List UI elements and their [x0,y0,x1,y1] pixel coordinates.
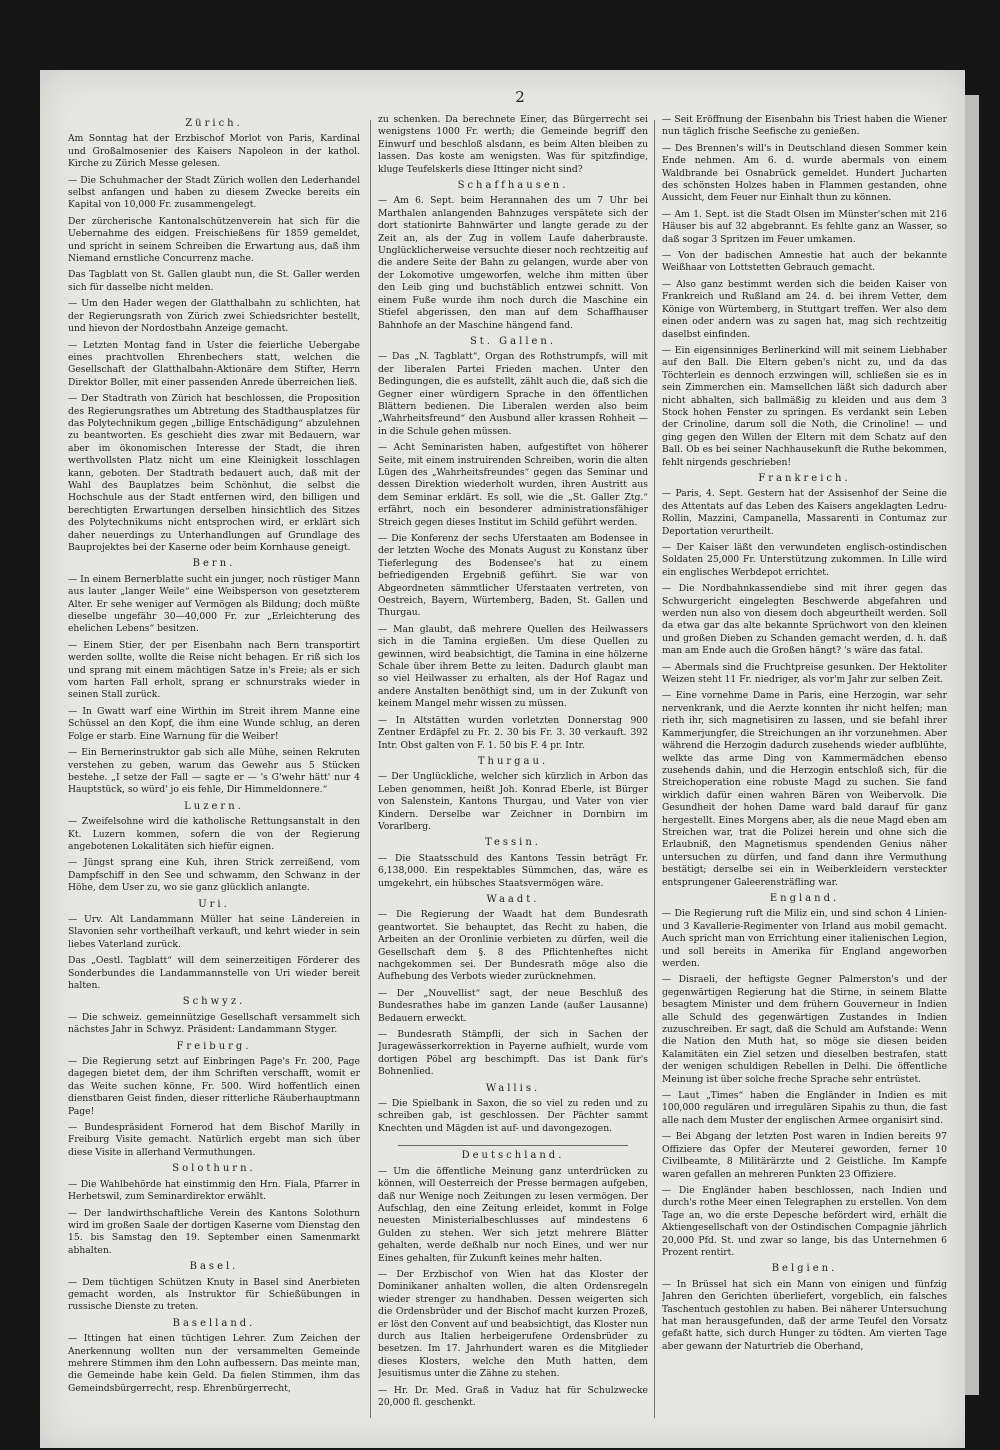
section-heading: Waadt. [486,893,540,905]
article-paragraph: — Der Kaiser läßt den verwundeten englisch-ostindischen Soldaten 25,000 Fr. Unterstützung zukommen. In Lille wird ein englisches Werbdepot errichtet. [662,542,947,578]
article-paragraph: — Die schweiz. gemeinnützige Gesellschaft versammelt sich nächstes Jahr in Schwyz. Präsident: Landammann Styger. [68,1011,360,1036]
article-paragraph: — Der Unglückliche, welcher sich kürzlich in Arbon das Leben genommen, heißt Joh. Konrad Eberle, ist Bürger von Salenstein, Kantons Thurgau, und Vater von vier Kindern. Derselbe war Zeichner in Dornbirn im Vorarlberg. [378,771,648,832]
newspaper-page [40,70,965,1448]
section-heading: Baselland. [172,1317,256,1329]
article-paragraph: Am Sonntag hat der Erzbischof Morlot von Paris, Kardinal und Großalmosenier des Kaisers Napoleon in der kathol. Kirche zu Zürich Messe gelesen. [68,133,360,170]
article-paragraph: Das Tagblatt von St. Gallen glaubt nun, die St. Galler werden sich für dasselbe nicht melden. [68,269,360,293]
article-paragraph: — Ittingen hat einen tüchtigen Lehrer. Zum Zeichen der Anerkennung wollten nun der versammelten Gemeinde mehrere Stimmen ihm den Lohn aufbessern. Das meinte man, die Gemeinde habe kein Geld. Da fielen Stimmen, ihm das Gemeindsbürgerrecht, resp. Ehrenbürgerrecht, [68,1333,360,1394]
article-paragraph: zu schenken. Da berechnete Einer, das Bürgerrecht sei wenigstens 1000 Fr. werth; die Gemeinde begriff den Einwurf und beschloß alsdann, es beim Alten bleiben zu lassen. Das koste am wenigsten. Was für spitzfindige, kluge Teufelskerls diese Ittinger nicht sind? [378,114,648,175]
section-heading: Wallis. [485,1082,541,1094]
article-paragraph: — Also ganz bestimmt werden sich die beiden Kaiser von Frankreich und Rußland am 24. d. bei ihrem Vetter, dem Könige von Würtemberg, in Stuttgart treffen. Wer also dem einen oder andern was zu sagen hat, mag sich rechtzeitig daselbst einfinden. [662,278,947,340]
column-rule [654,120,655,1418]
article-paragraph: — Ein Bernerinstruktor gab sich alle Mühe, seinen Rekruten verstehen zu geben, warum das Gewehr aus 5 Stücken bestehe. „I setze der Fall — sagte er — 's G'wehr hätt' nur 4 Hauptstück, so würd' jo eis fehle, Dir Himmeldonnere.“ [68,747,360,796]
article-paragraph: — Die Regierung ruft die Miliz ein, und sind schon 4 Linien- und 3 Kavallerie-Regimenter von Irland aus mobil gemacht. Auch spricht man von Errichtung einer italienischen Legion, und soll bereits in Amerika für England angeworben werden. [662,908,947,969]
article-paragraph: — Jüngst sprang eine Kuh, ihren Strick zerreißend, vom Dampfschiff in den See und schwamm, den Schwanz in der Höhe, dem User zu, wo sie ganz glücklich anlangte. [68,857,360,894]
article-paragraph: — Die Regierung der Waadt hat dem Bundesrath geantwortet. Sie behauptet, das Recht zu haben, die Arbeiten an der Oronlinie verbieten zu dürfen, weil die Gesellschaft dem §. 8 des Pflichtenheftes nicht nachgekommen sei. Der Bundesrath möge also die Aufhebung des Verbots wieder zurücknehmen. [378,909,648,983]
article-paragraph: — In Gwatt warf eine Wirthin im Streit ihrem Manne eine Schüssel an den Kopf, die ihm eine Wunde schlug, an deren Folge er starb. Eine Warnung für die Weiber! [68,705,360,742]
article-paragraph: — Letzten Montag fand in Uster die feierliche Uebergabe eines prachtvollen Ehrenbechers statt, welchen die Gesellschaft der Glatthalbahn-Aktionäre dem Stifter, Herrn Direktor Boller, mit einer passenden Anrede überreichen ließ. [68,339,360,388]
article-paragraph: — Die Nordbahnkassendiebe sind mit ihrer gegen das Schwurgericht eingelegten Beschwerde abgefahren und werden nun also von diesem doch abgeurtheilt werden. Soll da etwa gar das alte bekannte Sprüchwort von den kleinen und großen Dieben zu Schanden gemacht werden, d. h. daß man am Ende auch die Großen hängt? 's wäre das fatal. [662,583,947,657]
section-heading: Schwyz. [182,996,246,1008]
article-paragraph: — Bundesrath Stämpfli, der sich in Sachen der Juragewässerkorrektion in Payerne aufhielt, wurde vom dortigen Pöbel arg beschimpft. Das ist Dank für's Bohnenlied. [378,1029,648,1078]
article-paragraph: — Eine vornehme Dame in Paris, eine Herzogin, war sehr nervenkrank, und die Aerzte konnten ihr nicht helfen; man rieth ihr, sich magnetisiren zu lassen, und sie befahl ihrer Kammerjungfer, die Streichungen an ihr vorzunehmen. Aber während die Herzogin dadurch zusehends wieder aufblühte, welkte das arme Ding von Kammermädchen ebenso zusehends dahin, und die Herzogin entschloß sich, für die Streichoperation eine robuste Magd zu suchen. Sie fand wirklich dafür einen wahren Bären von Weibervolk. Die Gesundheit der hohen Dame ward bald darauf für ganz hergestellt. Eines Morgens aber, als die neue Magd eben am Streichen war, trat die Polizei herein und ohne sich die Erlaubniß, den Magnetismus spendenden Genius näher untersuchen zu dürfen, und fand dann ihre Vermuthung bestätigt; derselbe sei ein in Weiberkleidern versteckter entsprungener Galeerensträfling war. [662,690,947,888]
article-paragraph: — Laut „Times“ haben die Engländer in Indien es mit 100,000 regulären und irregulären Sipahis zu thun, die fast alle nach dem Muster der englischen Armee organisirt sind. [662,1090,947,1126]
article-paragraph: — Urv. Alt Landammann Müller hat seine Ländereien in Slavonien sehr vortheilhaft verkauft, und kehrt wieder in sein liebes Vaterland zurück. [68,913,360,950]
article-paragraph: — Der landwirthschaftliche Verein des Kantons Solothurn wird im großen Saale der dortigen Kaserne vom Dienstag den 15. bis Samstag den 19. September einen Samenmarkt abhalten. [68,1207,360,1256]
section-heading: Tessin. [485,837,541,849]
section-heading: Thurgau. [477,755,549,767]
section-heading: Belgien. [771,1263,838,1275]
section-divider [398,1145,628,1146]
section-heading: Schaffhausen. [457,180,569,192]
section-heading: Bern. [192,558,236,570]
article-paragraph: — Die Regierung setzt auf Einbringen Page's Fr. 200, Page dagegen bietet dem, der ihm Schriften verschafft, womit er das Weite suchen könne, Fr. 500. Wird hoffentlich einen dienstbaren Geist finden, dieser ritterliche Räuberhauptmann Page! [68,1056,360,1117]
article-paragraph: — Zweifelsohne wird die katholische Rettungsanstalt in den Kt. Luzern kommen, sofern die von der Regierung angebotenen Lokalitäten sich hiefür eignen. [68,816,360,852]
article-paragraph: — Die Schuhmacher der Stadt Zürich wollen den Lederhandel selbst anfangen und haben zu diesem Zwecke bereits ein Kapital von 10,000 Fr. zusammengelegt. [68,174,360,211]
column-1 [68,114,360,1428]
section-heading: Luzern. [184,800,244,812]
article-paragraph: — In Brüssel hat sich ein Mann von einigen und fünfzig Jahren den Gerichten überliefert, vorgeblich, ein falsches Taschentuch gestohlen zu haben. Bei näherer Untersuchung hat man herausgefunden, daß der arme Teufel den Vorsatz gefaßt hatte, sich durch Hunger zu tödten. Am vierten Tage aber gewann der Naturtrieb die Oberhand, [662,1278,947,1352]
article-paragraph: — Die Wahlbehörde hat einstimmig den Hrn. Fiala, Pfarrer in Herbetswil, zum Seminardirektor erwählt. [68,1178,360,1203]
article-paragraph: — Die Spielbank in Saxon, die so viel zu reden und zu schreiben gab, ist geschlossen. Der Pächter sammt Knechten und Mägden ist auf- und davongezogen. [378,1098,648,1134]
article-paragraph: — Am 1. Sept. ist die Stadt Olsen im Münster'schen mit 216 Häuser bis auf 32 abgebrannt. Es fehlte ganz an Wasser, so daß sogar 3 Spritzen im Feuer umkamen. [662,208,947,245]
article-paragraph: — Des Brennen's will's in Deutschland diesen Sommer kein Ende nehmen. Am 6. d. wurde abermals von einem Waldbrande bei Osnabrück gemeldet. Hundert Jucharten des schönsten Holzes haben in Flammen gestanden, ohne Aussicht, dem Feuer nur Einhalt thun zu können. [662,142,947,204]
article-paragraph: — Um die öffentliche Meinung ganz unterdrücken zu können, will Oesterreich der Presse bermagen aufgeben, daß nur Wenige noch Zeitungen zu lesen vermögen. Der Aufschlag, den eine Zeitung erleidet, kommt in Folge neuesten Ministerialbeschlusses auf mindestens 6 Gulden zu stehen. Wer sich jetzt mehrere Blätter gehalten, werde deßhalb nur noch Eines, und wer nur Eines gehalten, für Zukunft keines mehr halten. [378,1165,648,1264]
article-paragraph: — Das „N. Tagblatt“, Organ des Rothstrumpfs, will mit der liberalen Partei Frieden machen. Unter den Bedingungen, die es aufstellt, zählt auch die, daß sich die Gegner einer würdigern Sprache in den öffentlichen Blättern bedienen. Die Liberalen werden also beim „Wahrheitsfreund“ den Ausbund aller krassen Rohheit — in die Schule gehen müssen. [378,351,648,437]
article-paragraph: — Der „Nouvellist“ sagt, der neue Beschluß des Bundesrathes habe im ganzen Lande (außer Lausanne) Bedauern erweckt. [378,987,648,1024]
article-paragraph: — In einem Bernerblatte sucht ein junger, noch rüstiger Mann aus lauter „langer Weile“ eine Weibsperson von gesetzterem Alter. Er sehe weniger auf Vermögen als Bildung; doch müßte dieselbe ungefähr 30—40,000 Fr. zur „Erleichterung des ehelichen Lebens“ besitzen. [68,573,360,635]
section-heading: Deutschland. [461,1150,565,1162]
article-paragraph: — Acht Seminaristen haben, aufgestiftet von höherer Seite, mit einem instruirenden Schreiben, worin die alten Lügen des „Wahrheitsfreundes“ gegen das Seminar und dessen Direktion wiederholt wurden, ihren Austritt aus dem Seminar erklärt. Es soll, wie die „St. Galler Ztg.“ erfährt, noch ein besonderer administrationsfähiger Streich gegen dieses Institut im Schild geführt werden. [378,442,648,528]
article-paragraph: — Disraeli, der heftigste Gegner Palmerston's und der gegenwärtigen Regierung hat die Stirne, in seinem Blatte besagtem Minister und dem frühern Gouverneur in Indien alle Schuld des gegenwärtigen Zustandes in Indien zuzuschreiben. Er sagt, daß die Schuld am Aufstande: Wenn die Nation den Muth hat, so möge sie diesen beiden Kalamitäten ein Ziel setzen und dieselben bestrafen, statt der wenigen schuldigen Rebellen in Delhi. Die öffentliche Meinung ist über solche freche Sprache sehr entrüstet. [662,974,947,1085]
article-paragraph: — Um den Hader wegen der Glatthalbahn zu schlichten, hat der Regierungsrath von Zürich zwei Schiedsrichter bestellt, und hievon der Nordostbahn Anzeige gemacht. [68,298,360,335]
column-rule [370,120,371,1418]
article-paragraph: — Abermals sind die Fruchtpreise gesunken. Der Hektoliter Weizen steht 11 Fr. niedriger, als vor'm Jahr zur selben Zeit. [662,661,947,686]
article-paragraph: — Ein eigensinniges Berlinerkind will mit seinem Liebhaber auf den Ball. Die Eltern geben's nicht zu, und da das Töchterlein es dennoch erzwingen will, schließen sie es in sein Zimmerchen ein. Mamsellchen läßt sich dadurch aber nicht abhalten, sich ballmäßig zu kleiden und aus dem 3 Stock hohen Fenster zu springen. Es verdankt sein Leben der Crinoline, darum soll die Noth, die Crinoline! — und ging gegen den Willen der Eltern mit dem Schatz auf den Ball. Ob es bei seiner Nachhausekunft die Ruthe bekommen, fehlt nirgends geschrieben! [662,344,947,468]
article-paragraph: — Seit Eröffnung der Eisenbahn bis Triest haben die Wiener nun täglich frische Seefische zu genießen. [662,114,947,138]
section-heading: Solothurn. [172,1163,256,1175]
section-heading: Basel. [189,1261,239,1273]
article-paragraph: — Die Staatsschuld des Kantons Tessin beträgt Fr. 6,138,000. Ein respektables Sümmchen, das, wäre es umgekehrt, ein hübsches Staatsvermögen wäre. [378,852,648,889]
article-paragraph: Das „Oestl. Tagblatt“ will dem seinerzeitigen Förderer des Sonderbundes die Landammannstelle von Uri wieder bereit halten. [68,955,360,991]
page-number: 2 [515,88,525,106]
article-paragraph: — Paris, 4. Sept. Gestern hat der Assisenhof der Seine die des Attentats auf das Leben des Kaisers angeklagten Ledru-Rollin, Mazzini, Campanella, Massarenti in Contumaz zur Deportation verurtheilt. [662,488,947,537]
article-paragraph: — Bei Abgang der letzten Post waren in Indien bereits 97 Offiziere das Opfer der Meuterei geworden, ferner 10 Civilbeamte, 8 Militärärzte und 2 Geistliche. Im Kampfe waren gefallen an mehreren Punkten 23 Offiziere. [662,1131,947,1180]
article-paragraph: — Die Engländer haben beschlossen, nach Indien und durch's rothe Meer einen Telegraphen zu erstellen. Von dem Tage an, wo die erste Depesche befördert wird, erhält die Aktiengesellschaft von der Ostindischen Compagnie jährlich 20,000 Pfd. St. und zwar so lange, bis das Unternehmen 6 Prozent rentirt. [662,1184,947,1258]
article-paragraph: — Die Konferenz der sechs Uferstaaten am Bodensee in der letzten Woche des Monats August zu Konstanz über Tieferlegung des Bodensee's hat zu einem befriedigenden Ergebniß geführt. Sie war von Abgeordneten sämmtlicher Uferstaaten vertreten, von Oestreich, Bayern, Würtemberg, Baden, St. Gallen und Thurgau. [378,533,648,619]
section-heading: Freiburg. [176,1040,252,1052]
article-paragraph: — Am 6. Sept. beim Herannahen des um 7 Uhr bei Marthalen anlangenden Bahnzuges verspätete sich der dort stationirte Bahnwärter und langte gerade zu der Zeit an, als der Zug in vollem Laufe daherbrauste. Unglücklicherweise versuchte dieser noch rechtzeitig auf die andere Seite der Bahn zu gelangen, wurde aber von der Lokomotive umgeworfen, welche ihm mitten über den Leib ging und buchstäblich entzwei schnitt. Von einem Fuße wurde ihm noch durch die Maschine ein Stiefel abgerissen, den man auf dem Schaffhauser Bahnhofe an der Maschine hängend fand. [378,195,648,331]
section-heading: Zürich. [185,118,243,129]
article-paragraph: — Der Erzbischof von Wien hat das Kloster der Dominikaner anhalten wollen, die alten Ordensregeln wieder strenger zu handhaben. Dessen weigerten sich die Ordensbrüder und der Bischof macht kurzen Prozeß, er löst den Convent auf und beabsichtigt, das Kloster nun durch aus Italien herbeigerufene Ordensbrüder zu besetzen. Im 17. Jahrhundert waren es die Mitglieder dieses Klosters, welche den Muth hatten, dem Jesuitismus unter die Zähne zu stehen. [378,1268,648,1380]
article-paragraph: — Der Stadtrath von Zürich hat beschlossen, die Proposition des Regierungsrathes um Abtretung des Stadthausplatzes für das Polytechnikum gegen „billige Entschädigung“ abzulehnen zu beantworten. Es geschieht dies zwar mit Bedauern, war aber im ökonomischen Interesse der Stadt, die ihren werthvollsten Platz nicht um eine Kleinigkeit losschlagen kann, geboten. Der Stadtrath bedauert auch, daß mit der Wahl des Bauplatzes beim Schönhut, die selbst die Hochschule aus der Stadt entfernen wird, den billigen und berechtigten Erwartungen derselben hinsichtlich des Sitzes des Polytechnikums nicht entsprochen wird, er erklärt sich daher neuerdings zu Unterhandlungen auf Grundlage des Bauprojektes bei der Kaserne oder beim Kornhause geneigt. [68,393,360,553]
article-paragraph: — Bundespräsident Fornerod hat dem Bischof Marilly in Freiburg Visite gemacht. Natürlich ergebt man sich über diese Visite in allerhand Vermuthungen. [68,1122,360,1158]
article-paragraph: — Einem Stier, der per Eisenbahn nach Bern transportirt werden sollte, wollte die Reise nicht behagen. Er riß sich los und sprang mit einem mächtigen Satze in's Freie; als er sich vom harten Fall erholt, sprang er schnurstraks wieder in seinen Stall zurück. [68,639,360,701]
article-paragraph: — Man glaubt, daß mehrere Quellen des Heilwassers sich in die Tamina ergießen. Um diese Quellen zu gewinnen, wird beabsichtigt, die Tamina in eine hölzerne Schale über ihrem Bette zu leiten. Dadurch glaubt man so viel Heilwasser zu erhalten, als der Hof Ragaz und andere Anstalten benöthigt sind, um in der Zukunft von keinem Mangel mehr wissen zu müssen. [378,623,648,710]
article-paragraph: — Hr. Dr. Med. Graß in Vaduz hat für Schulzwecke 20,000 fl. geschenkt. [378,1384,648,1408]
article-paragraph: — Von der badischen Amnestie hat auch der bekannte Weißhaar von Lottstetten Gebrauch gemacht. [662,250,947,274]
section-heading: Uri. [198,898,230,910]
paper-edge [965,95,979,1395]
article-paragraph: — Dem tüchtigen Schützen Knuty in Basel sind Anerbieten gemacht worden, als Instruktor für Schießübungen in russische Dienste zu treten. [68,1276,360,1313]
section-heading: Frankreich. [758,472,851,484]
article-paragraph: — In Altstätten wurden vorletzten Donnerstag 900 Zentner Erdäpfel zu Fr. 2. 30 bis Fr. 3. 30 verkauft. 392 Intr. Obst galten von F. 1. 50 bis F. 4 pr. Intr. [378,714,648,751]
article-paragraph: Der zürcherische Kantonalschützenverein hat sich für die Uebernahme des eidgen. Freischießens für 1859 gemeldet, und spricht in seinem Schreiben die Erwartung aus, daß ihm Niemand ernstliche Concurrenz mache. [68,215,360,265]
column-2 [378,114,648,1428]
section-heading: England. [769,892,840,904]
section-heading: St. Gallen. [469,335,557,347]
column-3 [662,114,947,1428]
